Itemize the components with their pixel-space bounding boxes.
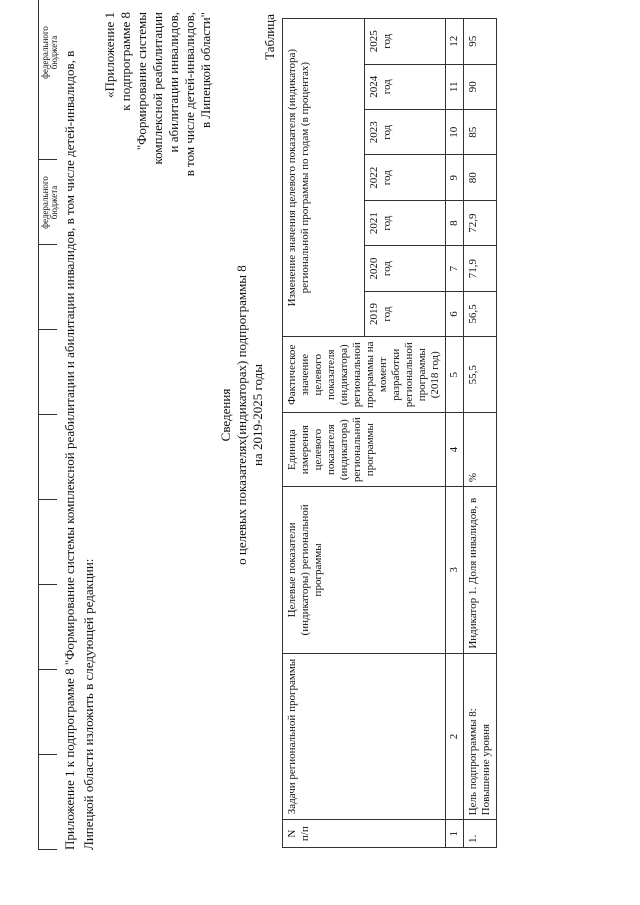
document-title <box>218 115 266 715</box>
table-rule <box>39 159 57 160</box>
column-number: 12 <box>446 19 464 65</box>
year-header: 2019 год <box>364 291 446 336</box>
year-header: 2024 год <box>364 64 446 109</box>
strip-label: федерального бюджета <box>40 26 59 79</box>
table-rule <box>39 754 57 755</box>
row-indicator: Индикатор 1. Доля инвалидов, в <box>464 487 497 654</box>
row-value: 71,9 <box>464 246 497 291</box>
year-header: 2021 год <box>364 200 446 245</box>
column-number: 8 <box>446 200 464 245</box>
column-number: 2 <box>446 653 464 820</box>
annex-heading: «Приложение 1 к подпрограмме 8 "Формирование системы комплексной реабилитации и абилитации инвалидов, в том числе детей-инвалидов, в Липецкой области" <box>102 12 213 177</box>
row-value: 80 <box>464 155 497 200</box>
column-number: 10 <box>446 110 464 155</box>
row-number: 1. <box>464 820 497 848</box>
year-header: 2020 год <box>364 246 446 291</box>
table-rule <box>39 849 57 850</box>
column-number: 7 <box>446 246 464 291</box>
column-number: 3 <box>446 487 464 654</box>
indicators-table <box>282 18 497 848</box>
title-line: о целевых показателях(индикаторах) подпрограммы 8 <box>234 265 249 565</box>
column-number: 4 <box>446 413 464 487</box>
title-line: на 2019-2025 годы <box>250 363 265 467</box>
row-task: Цель подпрограммы 8: Повышение уровня <box>464 653 497 820</box>
year-header: 2025 год <box>364 19 446 65</box>
intro-paragraph: Приложение 1 к подпрограмме 8 "Формирование системы комплексной реабилитации и абилитации инвалидов, в том числе детей-инвалидов, в Липецкой области изложить в следующей редакции: <box>62 50 96 850</box>
previous-table-fragment <box>38 0 57 850</box>
header-indicators: Целевые показатели (индикаторы) региональной программы <box>283 487 446 654</box>
row-actual: 55,5 <box>464 337 497 413</box>
table-rule <box>39 414 57 415</box>
column-numbers-row <box>446 19 464 848</box>
table-rule <box>39 329 57 330</box>
row-unit: % <box>464 413 497 487</box>
column-number: 1 <box>446 820 464 848</box>
row-value: 90 <box>464 64 497 109</box>
header-unit: Единица измерения целевого показателя (индикатора) региональной программы <box>283 413 446 487</box>
column-number: 11 <box>446 64 464 109</box>
header-actual: Фактическое значение целевого показателя (индикатора) региональной программы на момент разработки региональной программы (2018 год) <box>283 337 446 413</box>
table-row <box>464 19 497 848</box>
table-caption: Таблица <box>262 14 277 60</box>
table-rule <box>39 584 57 585</box>
header-change: Изменение значения целевого показателя (индикатора) региональной программы по годам (в процентах) <box>283 19 365 337</box>
table-header-row <box>283 19 365 848</box>
year-header: 2022 год <box>364 155 446 200</box>
column-number: 6 <box>446 291 464 336</box>
row-value: 56,5 <box>464 291 497 336</box>
header-tasks: Задачи региональной программы <box>283 653 446 820</box>
column-number: 9 <box>446 155 464 200</box>
row-value: 85 <box>464 110 497 155</box>
table-rule <box>39 244 57 245</box>
year-header: 2023 год <box>364 110 446 155</box>
column-number: 5 <box>446 337 464 413</box>
table-rule <box>39 669 57 670</box>
row-value: 95 <box>464 19 497 65</box>
row-value: 72,9 <box>464 200 497 245</box>
table-rule <box>39 499 57 500</box>
title-line: Сведения <box>218 388 233 442</box>
header-n: N п/п <box>283 820 446 848</box>
strip-label: федерального бюджета <box>40 176 59 229</box>
